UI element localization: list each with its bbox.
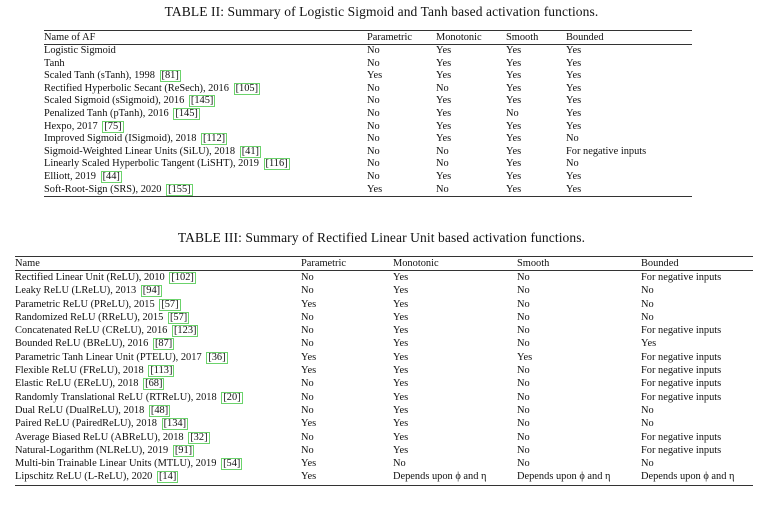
- af-name: Flexible ReLU (FReLU), 2018: [15, 365, 144, 377]
- af-name-cell: [15, 444, 301, 457]
- monotonic-cell: Yes: [393, 351, 409, 363]
- table-iii-caption: TABLE III: Summary of Rectified Linear Unit based activation functions.: [177, 230, 586, 245]
- citation-link[interactable]: [94]: [142, 285, 161, 297]
- parametric-cell: No: [367, 95, 380, 107]
- smooth-cell: Yes: [506, 120, 522, 132]
- table-row: [15, 271, 753, 285]
- citation-link[interactable]: [145]: [190, 95, 214, 107]
- smooth-cell: No: [517, 418, 530, 430]
- smooth-cell: Yes: [506, 82, 522, 94]
- monotonic-cell: Yes: [436, 170, 452, 182]
- af-name: Rectified Linear Unit (ReLU), 2010: [15, 272, 165, 283]
- table-row: [44, 83, 692, 96]
- citation-link[interactable]: [116]: [265, 158, 288, 170]
- af-name-cell: [44, 45, 367, 58]
- parametric-cell: No: [301, 311, 314, 323]
- af-name-cell: [44, 133, 367, 146]
- af-name: Elastic ReLU (EReLU), 2018: [15, 378, 139, 390]
- citation-link[interactable]: [105]: [235, 82, 259, 94]
- citation-link[interactable]: [57]: [161, 298, 179, 310]
- af-name: Parametric Tanh Linear Unit (PTELU), 2017: [15, 351, 202, 363]
- monotonic-cell: Yes: [393, 391, 409, 403]
- table-iii-header-row: [15, 257, 753, 271]
- af-name-cell: [15, 324, 301, 337]
- af-name: Improved Sigmoid (ISigmoid), 2018: [44, 133, 197, 145]
- bounded-cell: For negative inputs: [641, 272, 722, 283]
- bounded-cell: No: [566, 133, 579, 145]
- citation-link[interactable]: [134]: [163, 418, 187, 430]
- af-name-cell: [15, 404, 301, 417]
- table-row: [44, 121, 692, 134]
- parametric-cell: No: [301, 431, 314, 443]
- af-name-cell: [44, 146, 367, 159]
- bounded-cell: [641, 470, 753, 485]
- parametric-cell: No: [367, 158, 380, 170]
- bounded-cell: No: [641, 311, 654, 323]
- af-name: Scaled Tanh (sTanh), 1998: [44, 70, 155, 82]
- parametric-cell: No: [301, 338, 314, 350]
- af-name-cell: [44, 171, 367, 184]
- citation-link[interactable]: [48]: [150, 404, 169, 416]
- table-row: [15, 391, 753, 404]
- parametric-cell: No: [367, 120, 380, 132]
- citation-link[interactable]: [123]: [173, 325, 197, 337]
- parametric-cell: No: [301, 272, 314, 283]
- monotonic-cell: Yes: [393, 311, 409, 323]
- bounded-cell: No: [641, 418, 654, 430]
- bounded-cell: For negative inputs: [641, 378, 722, 390]
- citation-link[interactable]: [155]: [168, 183, 191, 195]
- table-iii-header-monotonic: Monotonic: [393, 257, 517, 271]
- smooth-cell: No: [517, 444, 530, 456]
- bounded-cell: For negative inputs: [566, 145, 647, 157]
- bounded-cell: Yes: [566, 45, 582, 56]
- monotonic-cell: No: [436, 145, 449, 157]
- smooth-cell: Yes: [506, 70, 522, 82]
- citation-link[interactable]: [91]: [174, 444, 193, 456]
- table-row: [15, 431, 753, 444]
- parametric-cell: Yes: [301, 418, 317, 430]
- smooth-cell: No: [517, 272, 530, 283]
- parametric-cell: No: [367, 170, 380, 182]
- table-row: [15, 311, 753, 324]
- table-ii-caption: TABLE II: Summary of Logistic Sigmoid and Tanh based activation functions.: [164, 4, 599, 19]
- monotonic-cell: Yes: [436, 57, 452, 69]
- monotonic-cell: Yes: [393, 298, 409, 310]
- bounded-cell: No: [641, 458, 654, 470]
- table-ii-header-name: Name of AF: [44, 31, 367, 45]
- citation-link[interactable]: [20]: [223, 391, 241, 403]
- table-row: [44, 158, 692, 171]
- af-name-cell: [15, 377, 301, 390]
- table-ii-header-bounded: Bounded: [566, 31, 692, 45]
- bounded-cell: Yes: [566, 70, 582, 82]
- smooth-cell: Yes: [506, 158, 522, 170]
- af-name-cell: [15, 391, 301, 404]
- table-row: [15, 324, 753, 337]
- parametric-cell: No: [301, 391, 314, 403]
- table-row: [15, 284, 753, 297]
- table-row: [15, 470, 753, 485]
- af-name: Rectified Hyperbolic Secant (ReSech), 2016: [44, 82, 229, 94]
- af-name-cell: [15, 417, 301, 430]
- af-name: Tanh: [44, 57, 65, 69]
- bounded-cell: Yes: [566, 120, 582, 132]
- parametric-cell: Yes: [301, 458, 317, 470]
- af-name-cell: [44, 95, 367, 108]
- monotonic-cell: Yes: [436, 133, 452, 145]
- citation-link[interactable]: [145]: [175, 107, 198, 119]
- af-name: Scaled Sigmoid (sSigmoid), 2016: [44, 95, 185, 107]
- citation-link[interactable]: [75]: [104, 120, 122, 132]
- table-row: [15, 377, 753, 390]
- smooth-cell: Yes: [506, 170, 522, 182]
- table-ii-header-parametric: Parametric: [367, 31, 436, 45]
- bounded-cell: Yes: [566, 95, 582, 107]
- af-name: Leaky ReLU (LReLU), 2013: [15, 285, 137, 297]
- af-name: Paired ReLU (PairedReLU), 2018: [15, 418, 157, 430]
- smooth-cell: No: [517, 285, 530, 297]
- af-name: Sigmoid-Weighted Linear Units (SiLU), 2018: [44, 145, 236, 157]
- smooth-cell: No: [517, 325, 530, 337]
- bounded-cell: No: [641, 404, 654, 416]
- citation-link[interactable]: [81]: [161, 70, 179, 82]
- smooth-cell: Yes: [506, 145, 522, 157]
- monotonic-cell: No: [436, 82, 449, 94]
- monotonic-cell: Yes: [436, 120, 452, 132]
- bounded-cell: Yes: [566, 170, 582, 182]
- table-row: [15, 337, 753, 350]
- af-name: Dual ReLU (DualReLU), 2018: [15, 404, 145, 416]
- table-row: [44, 184, 692, 197]
- bounded-cell: For negative inputs: [641, 431, 722, 443]
- smooth-cell: No: [517, 458, 530, 470]
- smooth-cell: No: [506, 107, 519, 119]
- parametric-cell: Yes: [367, 70, 383, 82]
- smooth-cell: Yes: [506, 45, 522, 56]
- citation-link[interactable]: [57]: [169, 311, 188, 323]
- af-name: Soft-Root-Sign (SRS), 2020: [44, 183, 162, 195]
- smooth-cell: [517, 470, 641, 485]
- table-row: [44, 58, 692, 71]
- table-ii-header-smooth: Smooth: [506, 31, 566, 45]
- monotonic-cell: No: [393, 458, 406, 470]
- monotonic-cell: No: [436, 158, 449, 170]
- bounded-text: Depends upon ϕ and η: [641, 471, 735, 483]
- monotonic-cell: Yes: [393, 444, 409, 456]
- af-name: Hexpo, 2017: [44, 120, 98, 132]
- af-name-cell: [15, 364, 301, 377]
- smooth-cell: Yes: [506, 57, 522, 69]
- bounded-cell: No: [641, 285, 654, 297]
- table-row: [15, 417, 753, 430]
- af-name-cell: [15, 284, 301, 297]
- af-name: Parametric ReLU (PReLU), 2015: [15, 298, 155, 310]
- smooth-cell: No: [517, 338, 530, 350]
- table-iii-header-name: Name: [15, 257, 301, 271]
- smooth-cell: No: [517, 378, 530, 390]
- table-row: [44, 95, 692, 108]
- parametric-cell: No: [301, 444, 314, 456]
- citation-link[interactable]: [36]: [208, 351, 226, 363]
- parametric-cell: No: [367, 57, 380, 69]
- table-row: [15, 457, 753, 470]
- af-name-cell: [44, 121, 367, 134]
- smooth-cell: Yes: [517, 351, 533, 363]
- monotonic-cell: Yes: [393, 338, 409, 350]
- table-row: [44, 108, 692, 121]
- af-name: Lipschitz ReLU (L-ReLU), 2020: [15, 471, 153, 483]
- bounded-cell: Yes: [566, 107, 582, 119]
- parametric-cell: Yes: [301, 365, 317, 377]
- monotonic-cell: Yes: [393, 378, 409, 390]
- citation-link[interactable]: [112]: [203, 133, 226, 145]
- table-row: [44, 45, 692, 58]
- monotonic-cell: Yes: [393, 404, 409, 416]
- monotonic-cell: Yes: [436, 70, 452, 82]
- bounded-cell: For negative inputs: [641, 351, 722, 363]
- af-name: Average Biased ReLU (ABReLU), 2018: [15, 431, 184, 443]
- table-row: [15, 351, 753, 364]
- citation-link[interactable]: [68]: [145, 378, 163, 390]
- citation-link[interactable]: [102]: [171, 272, 194, 283]
- parametric-cell: No: [301, 404, 314, 416]
- af-name: Concatenated ReLU (CReLU), 2016: [15, 325, 168, 337]
- monotonic-cell: No: [436, 183, 449, 195]
- table-row: [15, 444, 753, 457]
- smooth-cell: No: [517, 404, 530, 416]
- table-row: [44, 171, 692, 184]
- table-iii: [15, 256, 753, 486]
- monotonic-cell: [393, 470, 517, 485]
- af-name: Randomized ReLU (RReLU), 2015: [15, 311, 164, 323]
- monotonic-cell: Yes: [393, 272, 409, 283]
- monotonic-text: Depends upon ϕ and η: [393, 471, 487, 483]
- smooth-text: Depends upon ϕ and η: [517, 471, 611, 483]
- af-name-cell: [15, 311, 301, 324]
- af-name-cell: [44, 184, 367, 197]
- af-name: Natural-Logarithm (NLReLU), 2019: [15, 444, 169, 456]
- bounded-cell: For negative inputs: [641, 325, 722, 337]
- smooth-cell: Yes: [506, 183, 522, 195]
- table-row: [15, 298, 753, 311]
- table-row: [15, 364, 753, 377]
- parametric-cell: Yes: [301, 471, 317, 483]
- parametric-cell: Yes: [367, 183, 383, 195]
- parametric-cell: No: [367, 107, 380, 119]
- bounded-cell: No: [641, 298, 654, 310]
- table-iii-header-bounded: Bounded: [641, 257, 753, 271]
- af-name: Elliott, 2019: [44, 170, 96, 182]
- table-row: [44, 133, 692, 146]
- monotonic-cell: Yes: [436, 95, 452, 107]
- monotonic-cell: Yes: [393, 285, 409, 297]
- smooth-cell: Yes: [506, 95, 522, 107]
- smooth-cell: Yes: [506, 133, 522, 145]
- af-name-cell: [15, 271, 301, 285]
- af-name: Bounded ReLU (BReLU), 2016: [15, 338, 149, 350]
- bounded-cell: Yes: [641, 338, 657, 350]
- af-name: Linearly Scaled Hyperbolic Tangent (LiSHT), 2019: [44, 158, 259, 170]
- bounded-cell: For negative inputs: [641, 444, 722, 456]
- af-name: Multi-bin Trainable Linear Units (MTLU), 2019: [15, 458, 217, 470]
- af-name-cell: [44, 58, 367, 71]
- parametric-cell: No: [301, 285, 314, 297]
- citation-link[interactable]: [14]: [158, 471, 177, 483]
- monotonic-cell: Yes: [393, 365, 409, 377]
- af-name: Randomly Translational ReLU (RTReLU), 2018: [15, 391, 217, 403]
- table-iii-header-parametric: Parametric: [301, 257, 393, 271]
- citation-link[interactable]: [41]: [241, 145, 259, 157]
- smooth-cell: No: [517, 365, 530, 377]
- af-name-cell: [44, 158, 367, 171]
- parametric-cell: No: [367, 133, 380, 145]
- parametric-cell: No: [367, 45, 380, 56]
- parametric-cell: No: [301, 325, 314, 337]
- table-ii-header-row: [44, 31, 692, 45]
- smooth-cell: No: [517, 298, 530, 310]
- citation-link[interactable]: [54]: [223, 458, 241, 470]
- bounded-cell: For negative inputs: [641, 391, 722, 403]
- parametric-cell: No: [367, 82, 380, 94]
- af-name-cell: [15, 298, 301, 311]
- monotonic-cell: Yes: [393, 418, 409, 430]
- monotonic-cell: Yes: [393, 325, 409, 337]
- af-name-cell: [44, 70, 367, 83]
- af-name: Logistic Sigmoid: [44, 45, 116, 56]
- table-row: [44, 146, 692, 159]
- parametric-cell: No: [367, 145, 380, 157]
- af-name: Penalized Tanh (pTanh), 2016: [44, 107, 169, 119]
- af-name-cell: [15, 337, 301, 350]
- table-row: [44, 70, 692, 83]
- monotonic-cell: Yes: [393, 431, 409, 443]
- smooth-cell: No: [517, 431, 530, 443]
- bounded-cell: No: [566, 158, 579, 170]
- parametric-cell: Yes: [301, 298, 317, 310]
- bounded-cell: For negative inputs: [641, 365, 722, 377]
- monotonic-cell: Yes: [436, 45, 452, 56]
- monotonic-cell: Yes: [436, 107, 452, 119]
- smooth-cell: No: [517, 311, 530, 323]
- af-name-cell: [44, 108, 367, 121]
- table-iii-header-smooth: Smooth: [517, 257, 641, 271]
- citation-link[interactable]: [32]: [190, 431, 208, 443]
- smooth-cell: No: [517, 391, 530, 403]
- bounded-cell: Yes: [566, 183, 582, 195]
- table-ii-header-monotonic: Monotonic: [436, 31, 506, 45]
- citation-link[interactable]: [44]: [102, 170, 120, 182]
- table-row: [15, 404, 753, 417]
- bounded-cell: Yes: [566, 82, 582, 94]
- table-ii: [44, 30, 692, 197]
- af-name-cell: [15, 470, 301, 485]
- af-name-cell: [15, 457, 301, 470]
- bounded-cell: Yes: [566, 57, 582, 69]
- af-name-cell: [44, 83, 367, 96]
- af-name-cell: [15, 431, 301, 444]
- citation-link[interactable]: [113]: [150, 365, 173, 377]
- citation-link[interactable]: [87]: [154, 338, 173, 350]
- af-name-cell: [15, 351, 301, 364]
- parametric-cell: Yes: [301, 351, 317, 363]
- parametric-cell: No: [301, 378, 314, 390]
